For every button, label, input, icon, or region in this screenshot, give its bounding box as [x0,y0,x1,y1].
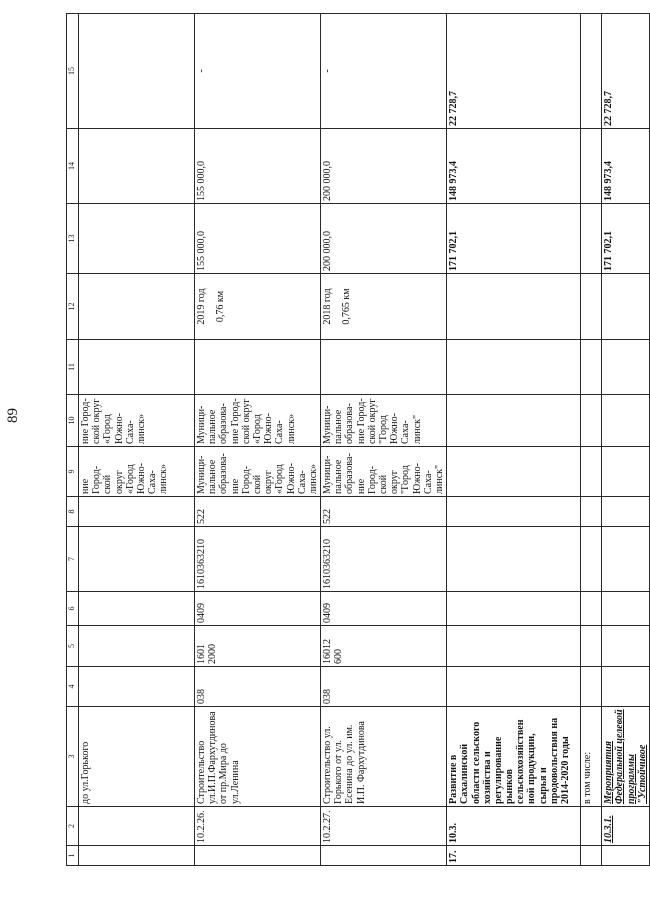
table-cell [581,626,602,667]
table-cell: 522 [321,497,447,527]
table-cell [581,497,602,527]
table-cell: Строительство ул.И.П.Фархутдинова от пр.Мира до ул.Ленина [195,707,321,807]
table-cell [581,340,602,395]
table-cell [79,204,195,274]
table-cell [79,592,195,626]
table-cell: Мероприятия Федеральной целевой программы "Устойчивое [602,707,650,807]
col-header: 10 [67,395,79,447]
table-cell: 1610363210 [321,527,447,592]
table-cell: 148 973,4 [602,129,650,204]
table-cell [581,14,602,129]
table-cell: в том числе: [581,707,602,807]
table-row [581,14,602,866]
table-cell [79,497,195,527]
table-cell [79,626,195,667]
table-cell [581,204,602,274]
table-cell [602,497,650,527]
year-text: 2018 год [322,288,334,325]
table-cell: ние Город-ской округ «Город Южно-Саха-линск» [79,447,195,497]
table-cell [447,274,581,340]
table-cell [602,592,650,626]
table-cell [581,447,602,497]
table-cell: Строительство ул. Горького от ул. Есенина до ул. им. И.П. Фархутдинова [321,707,447,807]
table-cell [79,274,195,340]
table-cell [321,274,447,340]
table-cell [602,274,650,340]
table-cell: Муници-пальное образова-ние Город-ской округ «Город Южно-Саха-линск» [195,447,321,497]
table-cell [581,129,602,204]
table-cell: 522 [195,497,321,527]
table-cell [602,395,650,447]
table-cell [581,527,602,592]
table-cell [581,667,602,707]
table-cell [79,807,195,846]
table-cell: 155 000,0 [195,204,321,274]
table-cell: 148 973,4 [447,129,581,204]
table-cell [581,274,602,340]
col-header: 1 [67,846,79,866]
length-text: 0,76 км [215,290,227,323]
table-cell [447,447,581,497]
table-cell [602,626,650,667]
table-cell: 10.2.26. [195,807,321,846]
table-cell: 171 702,1 [447,204,581,274]
table-cell [195,274,321,340]
col-header: 4 [67,667,79,707]
table-row [195,14,321,866]
table-row [447,14,581,866]
table-cell: Развитие в Сахалинской области сельского хозяйства и регулирование рынков сельскохозяйствен ной продукции, сырья и продовольствия на 2014-2020 годы [447,707,581,807]
header-row [67,14,79,866]
table-cell: 16012 600 [321,626,447,667]
table-cell [447,592,581,626]
table-cell [581,395,602,447]
table-cell: 17. [447,846,581,866]
budget-table [66,13,650,866]
col-header: 5 [67,626,79,667]
col-header: 14 [67,129,79,204]
year-text: 2019 год [196,288,207,325]
table-cell [581,846,602,866]
table-row [602,14,650,866]
table-cell [447,527,581,592]
table-cell: - [321,14,447,129]
table-cell [447,395,581,447]
col-header: 3 [67,707,79,807]
table-cell: 1601 2000 [195,626,321,667]
table-cell: 10.2.27. [321,807,447,846]
page-number: 89 [5,408,21,423]
table-cell [195,340,321,395]
col-header: 15 [67,14,79,129]
table-cell [581,592,602,626]
table-cell [602,667,650,707]
table-cell: 200 000,0 [321,204,447,274]
table-cell: 171 702,1 [602,204,650,274]
col-header: 13 [67,204,79,274]
budget-table-wrapper [66,14,648,866]
table-cell: 22 728,7 [602,14,650,129]
table-cell: Муници-пальное образова-ние Город-ской округ "Город Южно-Саха-линск" [321,395,447,447]
col-header: 9 [67,447,79,497]
table-cell [447,340,581,395]
table-cell: 10.3. [447,807,581,846]
table-cell: 038 [195,667,321,707]
col-header: 8 [67,497,79,527]
table-cell: 200 000,0 [321,129,447,204]
table-cell: 0409 [321,592,447,626]
table-cell: ние Город-ской округ «Город Южно-Саха-линск» [79,395,195,447]
table-cell [195,846,321,866]
table-cell [79,527,195,592]
col-header: 7 [67,527,79,592]
table-cell [79,129,195,204]
table-cell: 10.3.1. [602,807,650,846]
table-cell: 0409 [195,592,321,626]
col-header: 11 [67,340,79,395]
table-cell [79,340,195,395]
table-cell: Муници-пальное образова-ние Город-ской округ «Город Южно-Саха-линск» [195,395,321,447]
col-header: 6 [67,592,79,626]
table-cell [602,340,650,395]
table-cell [447,626,581,667]
length-text: 0,765 км [341,288,353,325]
table-cell [321,340,447,395]
table-cell [602,447,650,497]
col-header: 12 [67,274,79,340]
table-cell: Муници-пальное образова-ние Город-ской округ "Город Южно-Саха-линск" [321,447,447,497]
table-cell [447,667,581,707]
table-cell [602,527,650,592]
table-cell [321,846,447,866]
table-cell [79,667,195,707]
table-cell: 038 [321,667,447,707]
table-cell [447,497,581,527]
table-row [79,14,195,866]
table-cell [602,846,650,866]
table-cell [79,846,195,866]
table-cell: до ул.Горького [79,707,195,807]
table-cell [79,14,195,129]
table-cell: 1610363210 [195,527,321,592]
table-cell [581,807,602,846]
col-header: 2 [67,807,79,846]
table-cell: 155 000,0 [195,129,321,204]
table-cell: 22 728,7 [447,14,581,129]
table-cell: - [195,14,321,129]
table-row [321,14,447,866]
